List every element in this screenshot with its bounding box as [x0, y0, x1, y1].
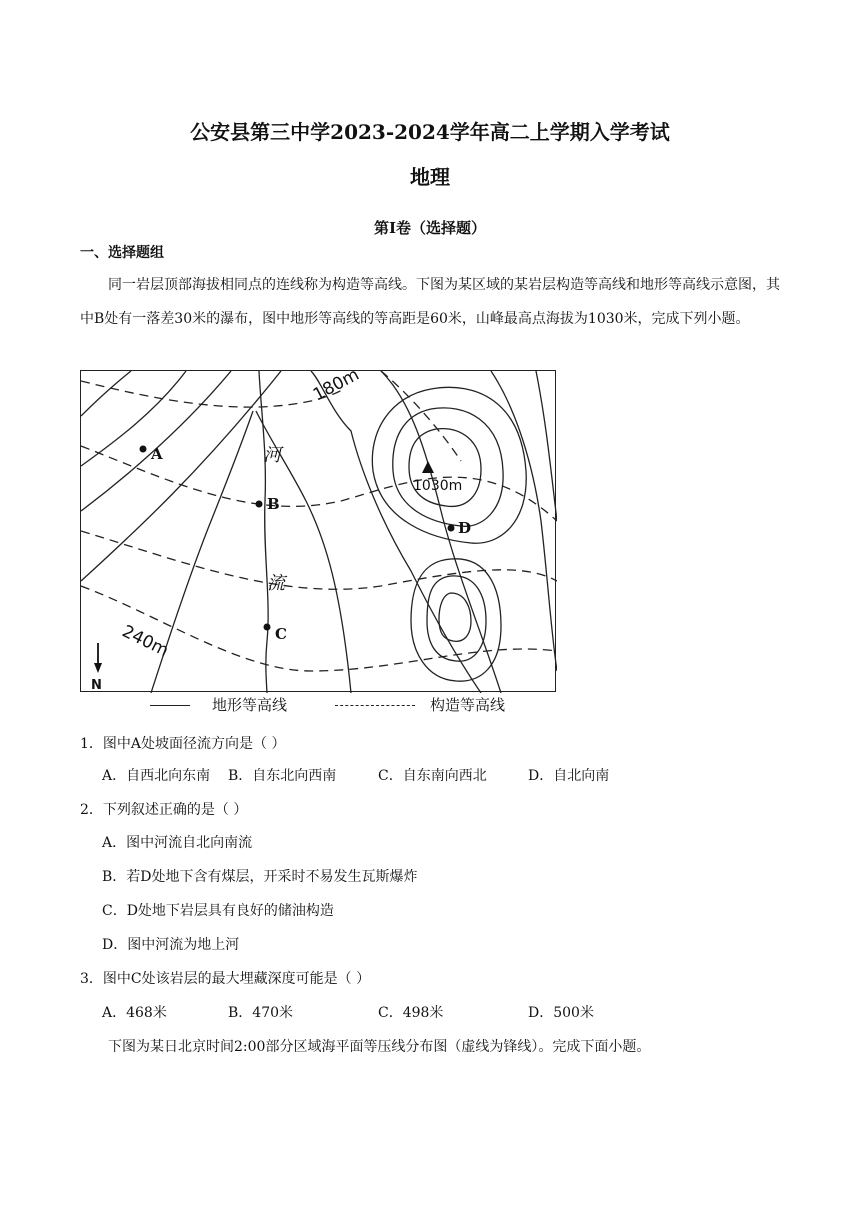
question-3-option-d: D．500米 — [528, 1005, 594, 1021]
section-label: 一、选择题组 — [80, 245, 164, 261]
point-a-label: A — [151, 445, 163, 463]
point-d-marker — [448, 525, 455, 532]
contour-label-180: 180m — [309, 371, 363, 406]
point-a-marker — [140, 446, 147, 453]
question-1-option-a: A．自西北向东南 — [102, 768, 211, 784]
question-1-option-b: B．自东北向西南 — [228, 768, 337, 784]
intro-paragraph-1: 同一岩层顶部海拔相同点的连线称为构造等高线。下图为某区域的某岩层构造等高线和地形等高线示意图，其中B处有一落差30米的瀑布，图中地形等高线的等高距是60米，山峰最高点海拔为1030米，完成下列小题。 — [80, 277, 780, 327]
structure-line-sample — [335, 705, 415, 706]
subject-title: 地理 — [410, 165, 450, 189]
terrain-line-sample — [150, 705, 190, 706]
map-points — [140, 445, 472, 643]
north-label: N — [91, 678, 102, 693]
legend-structure-label: 构造等高线 — [430, 696, 506, 714]
point-c-label: C — [275, 625, 287, 643]
map-legend — [150, 694, 550, 720]
exam-title: 公安县第三中学2023-2024学年高二上学期入学考试 — [190, 120, 670, 144]
point-d-label: D — [458, 519, 472, 537]
river-label-1: 河 — [263, 445, 281, 466]
peak-elevation-label: 1030m — [413, 478, 463, 494]
contour-label-240: 240m — [118, 621, 172, 661]
question-2-option-a: A．图中河流自北向南流 — [102, 835, 253, 851]
point-c-marker — [264, 624, 271, 631]
point-b-label: B — [267, 495, 280, 513]
question-3-option-a: A．468米 — [102, 1005, 167, 1021]
question-2-stem: 2．下列叙述正确的是（ ） — [80, 802, 248, 818]
question-3-stem: 3．图中C处该岩层的最大埋藏深度可能是（ ） — [80, 971, 371, 987]
question-1-option-c: C．自东南向西北 — [378, 768, 487, 784]
question-2-option-c: C．D处地下岩层具有良好的储油构造 — [102, 903, 334, 919]
contour-map-svg — [81, 371, 557, 693]
intro-paragraph-2: 下图为某日北京时间2:00部分区域海平面等压线分布图（虚线为锋线）。完成下面小题。 — [108, 1039, 651, 1055]
question-1-stem: 1．图中A处坡面径流方向是（ ） — [80, 736, 286, 752]
part-title: 第Ⅰ卷（选择题） — [373, 219, 487, 237]
question-2-option-d: D．图中河流为地上河 — [102, 937, 240, 953]
point-b-marker — [256, 501, 263, 508]
legend-terrain-label: 地形等高线 — [212, 696, 288, 714]
north-arrow-icon — [94, 643, 102, 673]
question-3-option-c: C．498米 — [378, 1005, 444, 1021]
question-2-option-b: B．若D处地下含有煤层，开采时不易发生瓦斯爆炸 — [102, 869, 418, 885]
question-3-option-b: B．470米 — [228, 1005, 294, 1021]
peak-triangle-icon — [422, 461, 434, 473]
river-label-2: 流 — [267, 573, 285, 594]
contour-map — [80, 370, 556, 692]
question-1-option-d: D．自北向南 — [528, 768, 610, 784]
